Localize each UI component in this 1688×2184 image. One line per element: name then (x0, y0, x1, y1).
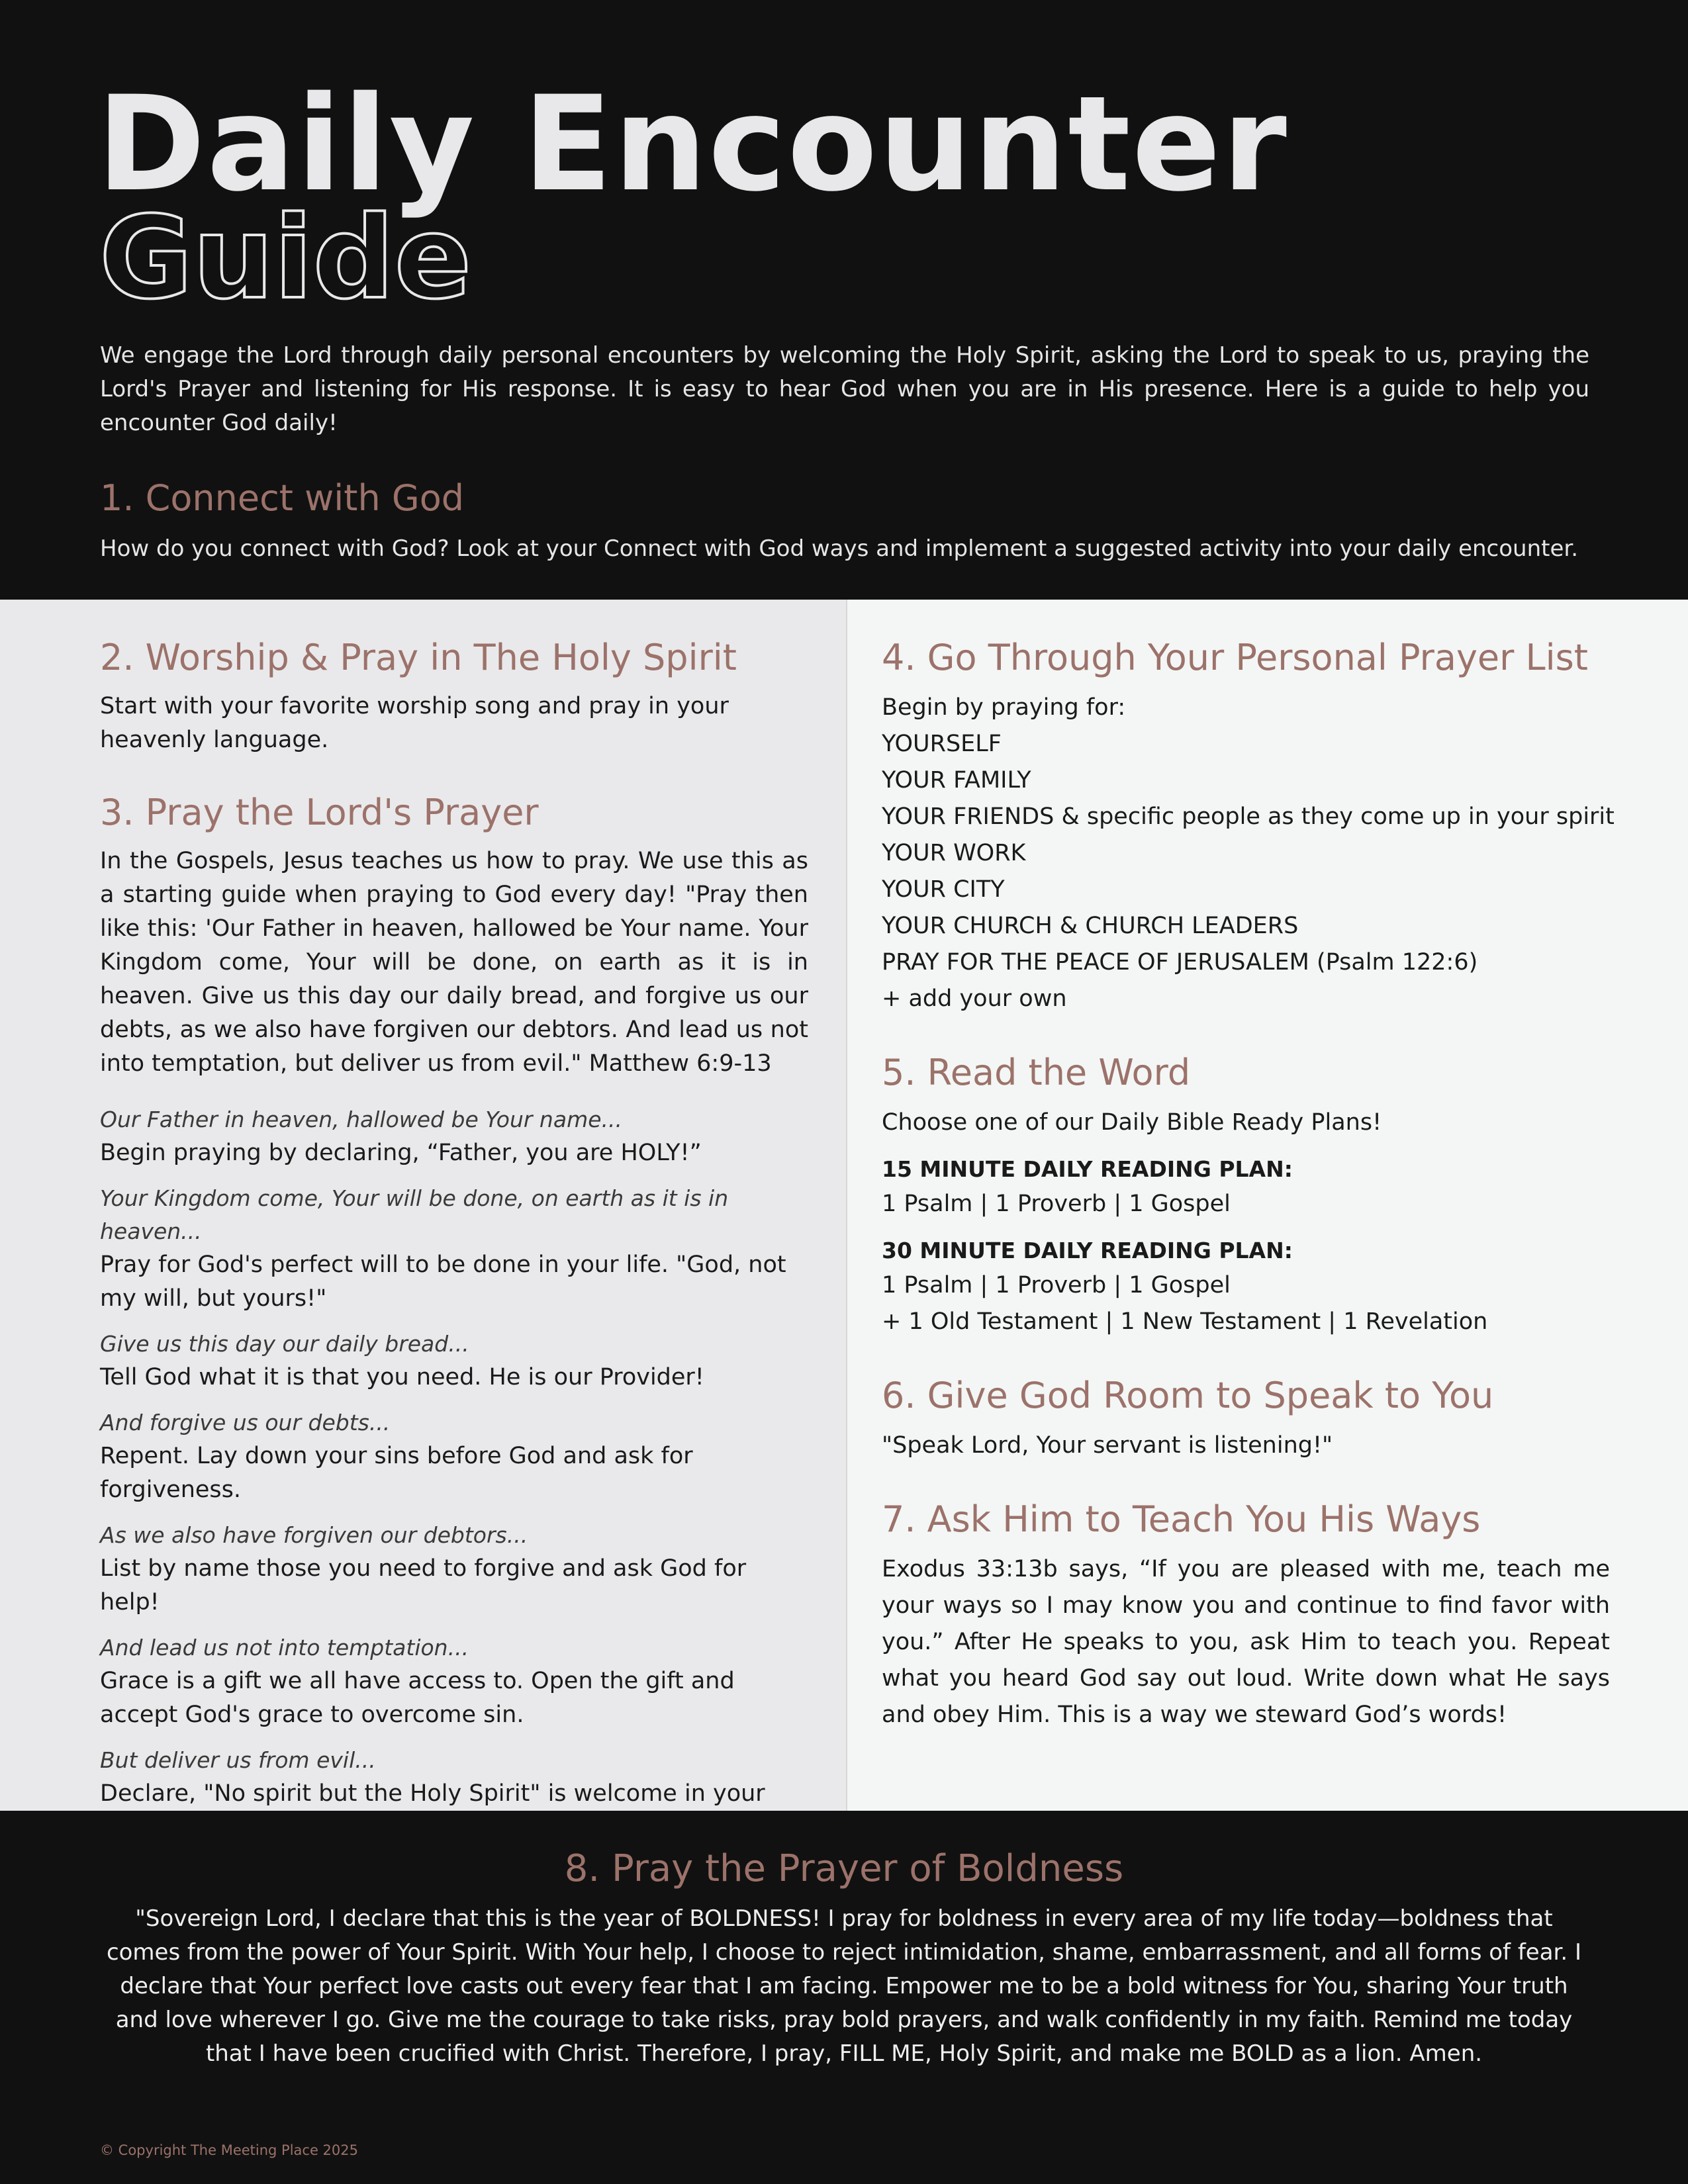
section-7-body: Exodus 33:13b says, “If you are pleased with me, teach me your ways so I may know you and continue to find favor with you.” After He speaks to you, ask Him to teach you. Repeat what you heard God say out loud. Write down what He says and obey Him. This is a way we steward God’s words! (882, 1556, 1610, 1728)
section-2-body: Start with your favorite worship song and pray in your heavenly language. (100, 693, 729, 753)
plan-30-readings: 1 Psalm | 1 Proverb | 1 Gospel (882, 1272, 1231, 1298)
list-item: YOURSELF (882, 731, 1002, 757)
plan-15-readings: 1 Psalm | 1 Proverb | 1 Gospel (882, 1191, 1231, 1217)
prayer-phrase: Our Father in heaven, hallowed be Your name... (100, 1107, 622, 1132)
section-5-intro: Choose one of our Daily Bible Ready Plans! (882, 1109, 1382, 1136)
prayer-list (882, 726, 1615, 1017)
plan-15-title: 15 MINUTE DAILY READING PLAN: (882, 1156, 1293, 1182)
list-item: PRAY FOR THE PEACE OF JERUSALEM (Psalm 122:6) (882, 949, 1478, 976)
page-subtitle-outline: Guide (99, 191, 472, 324)
section-2-heading: 2. Worship & Pray in The Holy Spirit (100, 637, 737, 678)
prayer-item (100, 1631, 808, 1732)
section-6-body: "Speak Lord, Your servant is listening!" (882, 1432, 1333, 1459)
prayer-instruction: List by name those you need to forgive and ask God for help! (100, 1555, 747, 1615)
prayer-instruction: Begin praying by declaring, “Father, you are HOLY!” (100, 1140, 702, 1166)
prayer-item (100, 1519, 808, 1619)
section-4-heading: 4. Go Through Your Personal Prayer List (882, 637, 1588, 678)
prayer-phrase: Your Kingdom come, Your will be done, on earth as it is in heaven... (100, 1185, 729, 1244)
right-column (846, 600, 1688, 1811)
prayer-instruction: Grace is a gift we all have access to. Open the gift and accept God's grace to overcome sin. (100, 1668, 735, 1728)
list-item: YOUR CITY (882, 876, 1005, 903)
copyright: © Copyright The Meeting Place 2025 (100, 2142, 358, 2158)
prayer-instruction: Declare, "No spirit but the Holy Spirit" is welcome in your (100, 1780, 765, 1807)
section-1-heading: 1. Connect with God (100, 477, 465, 519)
list-item: YOUR WORK (882, 840, 1026, 866)
prayer-item (100, 1406, 808, 1507)
list-item: YOUR FRIENDS & specific people as they come up in your spirit (882, 803, 1615, 830)
section-1-body: How do you connect with God? Look at your Connect with God ways and implement a suggested activity into your daily encounter. (100, 535, 1579, 562)
prayer-phrase: And forgive us our debts... (100, 1410, 391, 1435)
list-item: YOUR FAMILY (882, 767, 1031, 794)
prayer-phrase: Give us this day our daily bread... (100, 1331, 469, 1357)
left-column (0, 600, 846, 1811)
section-8-heading: 8. Pray the Prayer of Boldness (564, 1847, 1124, 1890)
list-item: YOUR CHURCH & CHURCH LEADERS (882, 913, 1299, 939)
section-3-body: In the Gospels, Jesus teaches us how to pray. We use this as a starting guide when praying to God every day! "Pray then like this: 'Our Father in heaven, hallowed be Your name. Your Kingdom come, Your will be done, on earth as it is in heaven. Give us this day our daily bread, and forgive us our debts, as we also have forgiven our debtors. And lead us not into temptation, but deliver us from evil." Matthew 6:9-13 (100, 848, 808, 1077)
section-4-intro: Begin by praying for: (882, 694, 1126, 721)
page-title: Daily Encounter (97, 68, 1288, 220)
prayer-instruction: Tell God what it is that you need. He is our Provider! (100, 1364, 704, 1390)
prayer-instruction: Repent. Lay down your sins before God and ask for forgiveness. (100, 1443, 693, 1503)
section-7-heading: 7. Ask Him to Teach You His Ways (882, 1498, 1481, 1540)
list-item: + add your own (882, 985, 1067, 1012)
section-3-heading: 3. Pray the Lord's Prayer (100, 792, 539, 833)
prayer-phrase: But deliver us from evil... (100, 1747, 376, 1773)
prayer-phrase: As we also have forgiven our debtors... (100, 1522, 528, 1548)
plan-30-readings-extra: + 1 Old Testament | 1 New Testament | 1 Revelation (882, 1308, 1488, 1335)
prayer-item (100, 1103, 808, 1170)
boldness-prayer: "Sovereign Lord, I declare that this is the year of BOLDNESS! I pray for boldness in every area of my life today—boldness that comes from the power of Your Spirit. With Your help, I choose to reject intimidation, shame, embarrassment, and all forms of fear. I declare that Your perfect love casts out every fear that I am facing. Empower me to be a bold witness for You, sharing Your truth and love wherever I go. Give me the courage to take risks, pray bold prayers, and walk confidently in my faith. Remind me today that I have been crucified with Christ. Therefore, I pray, FILL ME, Holy Spirit, and make me BOLD as a lion. Amen. (106, 1905, 1582, 2067)
prayer-instruction: Pray for God's perfect will to be done in your life. "God, not my will, but yours!" (100, 1251, 786, 1312)
plan-30-title: 30 MINUTE DAILY READING PLAN: (882, 1238, 1293, 1263)
prayer-item (100, 1328, 808, 1394)
section-5-heading: 5. Read the Word (882, 1052, 1191, 1093)
intro-paragraph: We engage the Lord through daily personal encounters by welcoming the Holy Spirit, asking the Lord to speak to us, praying the Lord's Prayer and listening for His response. It is easy to hear God when you are in His presence. Here is a guide to help you encounter God daily! (100, 342, 1589, 436)
section-6-heading: 6. Give God Room to Speak to You (882, 1375, 1494, 1416)
prayer-item (100, 1182, 808, 1316)
prayer-phrase: And lead us not into temptation... (100, 1635, 469, 1661)
